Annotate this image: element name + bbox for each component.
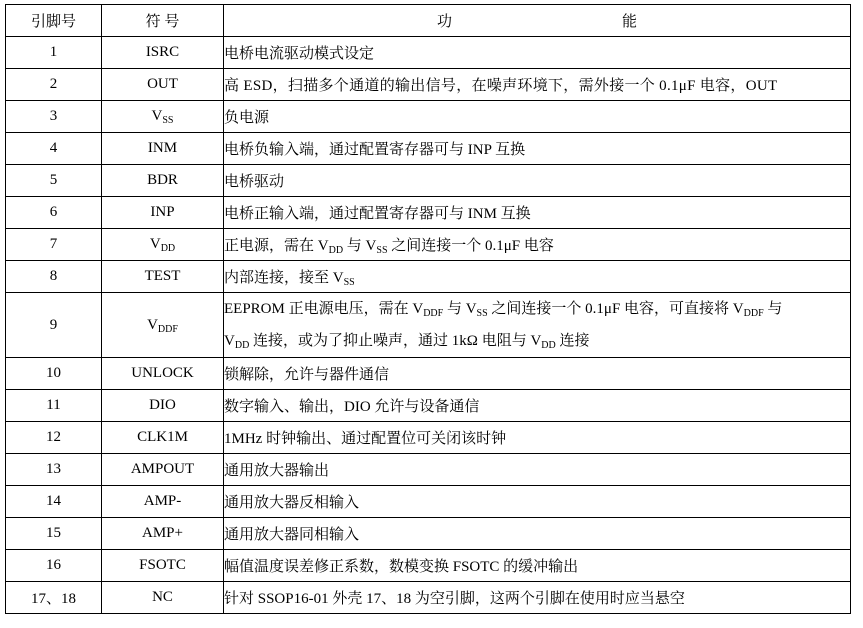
symbol-subscript: DD [160, 243, 176, 254]
func-subscript: DD [541, 340, 556, 351]
table-row [6, 229, 851, 261]
pin-symbol [102, 293, 224, 358]
pin-function [224, 293, 851, 358]
pin-function: 数字输入、输出，DIO 允许与设备通信 [224, 390, 851, 422]
pin-function: 电桥负输入端，通过配置寄存器可与 INP 互换 [224, 133, 851, 165]
symbol-main: V [147, 316, 158, 333]
pin-number: 13 [6, 454, 102, 486]
pin-symbol: CLK1M [102, 422, 224, 454]
pin-symbol: UNLOCK [102, 358, 224, 390]
table-row [6, 101, 851, 133]
func-subscript: DDF [423, 308, 444, 319]
pin-number: 7 [6, 229, 102, 261]
pin-number: 6 [6, 197, 102, 229]
header-function [224, 5, 851, 37]
pin-number: 15 [6, 518, 102, 550]
func-line-2 [224, 325, 850, 357]
table-row [6, 550, 851, 582]
pin-symbol: AMP- [102, 486, 224, 518]
func-text: 连接，或为了抑止噪声，通过 1kΩ 电阻与 V [249, 333, 542, 349]
pin-symbol [102, 229, 224, 261]
pin-symbol: DIO [102, 390, 224, 422]
pin-function: 通用放大器同相输入 [224, 518, 851, 550]
func-subscript: DDF [743, 308, 764, 319]
pin-function [224, 229, 851, 261]
pin-symbol: FSOTC [102, 550, 224, 582]
pin-number: 10 [6, 358, 102, 390]
header-function-right: 能 [622, 14, 638, 30]
table-row [6, 390, 851, 422]
table-row [6, 197, 851, 229]
pin-number: 11 [6, 390, 102, 422]
pin-number: 2 [6, 69, 102, 101]
func-text: 连接 [555, 333, 590, 349]
table-row [6, 582, 851, 614]
func-subscript: SS [476, 308, 488, 319]
func-text: 高 ESD，扫描多个通道的输出信号，在噪声环境下，需外接一个 0.1 [224, 78, 679, 94]
table-row [6, 422, 851, 454]
func-line-1 [224, 293, 850, 325]
symbol-subscript: DDF [157, 323, 178, 335]
table-row [6, 133, 851, 165]
func-text: F 电容，OUT [687, 78, 778, 94]
func-subscript: DD [234, 340, 250, 351]
pin-number: 14 [6, 486, 102, 518]
pin-function: 1MHz 时钟输出、通过配置位可关闭该时钟 [224, 422, 851, 454]
func-subscript: SS [343, 277, 355, 288]
pin-function [224, 261, 851, 293]
pin-number: 8 [6, 261, 102, 293]
pin-number: 4 [6, 133, 102, 165]
pin-function-table [5, 4, 851, 614]
table-row [6, 165, 851, 197]
pin-function: 电桥电流驱动模式设定 [224, 37, 851, 69]
pin-symbol: AMPOUT [102, 454, 224, 486]
pin-number: 9 [6, 293, 102, 358]
pin-function: 电桥正输入端，通过配置寄存器可与 INM 互换 [224, 197, 851, 229]
func-text: 内部连接，接至 V [224, 270, 344, 286]
pin-function: 电桥驱动 [224, 165, 851, 197]
table-row [6, 518, 851, 550]
table-row [6, 69, 851, 101]
func-text: 与 V [343, 238, 377, 254]
pin-symbol: TEST [102, 261, 224, 293]
table-row [6, 486, 851, 518]
func-text: EEPROM 正电源电压，需在 V [224, 301, 424, 317]
pin-symbol: BDR [102, 165, 224, 197]
header-function-left: 功 [436, 14, 452, 30]
pin-symbol: INM [102, 133, 224, 165]
pin-function: 幅值温度误差修正系数，数模变换 FSOTC 的缓冲输出 [224, 550, 851, 582]
pin-function: 针对 SSOP16-01 外壳 17、18 为空引脚，这两个引脚在使用时应当悬空 [224, 582, 851, 614]
table-row [6, 454, 851, 486]
pin-number: 12 [6, 422, 102, 454]
pin-symbol: ISRC [102, 37, 224, 69]
func-text: 之间连接一个 0.1μF 电容 [387, 238, 554, 254]
pin-symbol: OUT [102, 69, 224, 101]
table-row [6, 293, 851, 358]
header-symbol: 符 号 [102, 5, 224, 37]
pin-number: 3 [6, 101, 102, 133]
func-text: 之间连接一个 0.1μF 电容，可直接将 V [487, 301, 744, 317]
pin-function: 锁解除，允许与器件通信 [224, 358, 851, 390]
pin-number: 17、18 [6, 582, 102, 614]
symbol-subscript: SS [162, 115, 174, 126]
table-row [6, 358, 851, 390]
func-text: 与 V [443, 301, 477, 317]
pin-symbol: INP [102, 197, 224, 229]
symbol-main: V [151, 108, 163, 124]
func-text: V [224, 333, 235, 349]
header-pin: 引脚号 [6, 5, 102, 37]
func-text-mu: μ [678, 78, 688, 94]
pin-function [224, 69, 851, 101]
pin-function: 通用放大器反相输入 [224, 486, 851, 518]
pin-symbol [102, 101, 224, 133]
header-row [6, 5, 851, 37]
func-text: 与 [763, 301, 783, 317]
pin-function: 负电源 [224, 101, 851, 133]
table-row [6, 37, 851, 69]
symbol-main: V [149, 236, 161, 252]
func-text: 正电源，需在 V [224, 238, 329, 254]
pin-symbol: NC [102, 582, 224, 614]
pin-number: 5 [6, 165, 102, 197]
pin-function: 通用放大器输出 [224, 454, 851, 486]
table-row [6, 261, 851, 293]
pin-symbol: AMP+ [102, 518, 224, 550]
pin-number: 1 [6, 37, 102, 69]
func-subscript: DD [328, 245, 344, 256]
pin-number: 16 [6, 550, 102, 582]
func-subscript: SS [376, 245, 388, 256]
